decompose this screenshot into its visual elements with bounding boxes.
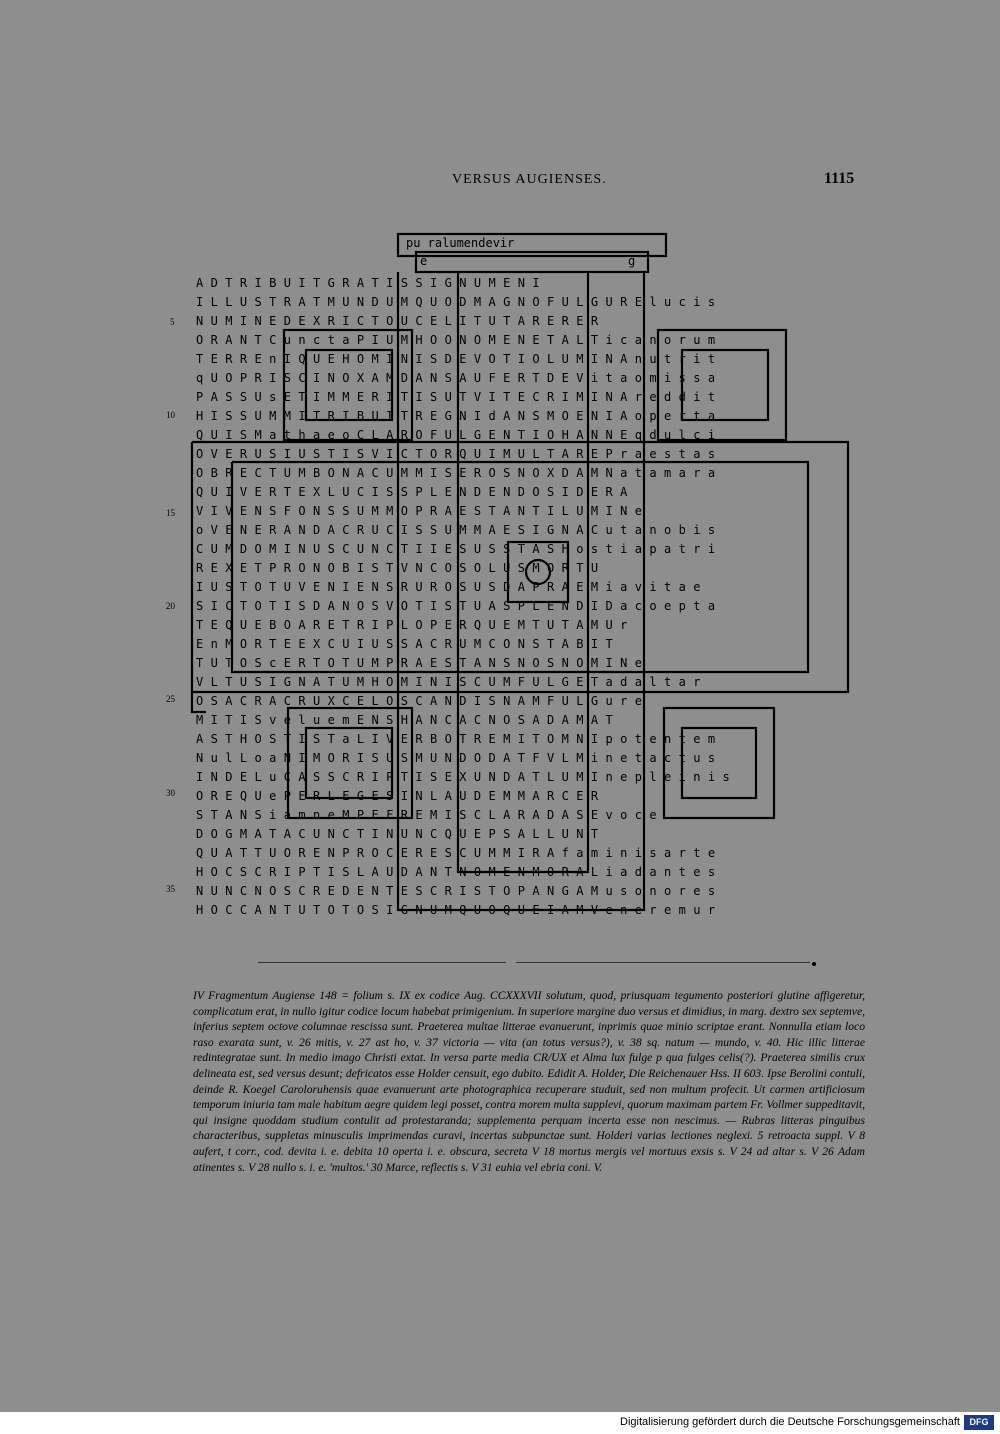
line-number: 20 (166, 601, 175, 611)
grid-row: VIVENSFONSSUMMOPRAESTANTILUMINe (196, 504, 650, 518)
line-number: 10 (166, 410, 175, 420)
line-number: 30 (166, 788, 175, 798)
grid-row: NUMINEDEXRICTOUCELITUTARERER (196, 314, 606, 328)
grid-row: ASTHOSTISTaLIVERBOTREMITOMNIpotentem (196, 732, 723, 746)
dfg-logo: DFG (964, 1415, 994, 1430)
grid-row: QUISMathaeoCLAROFULGENTIOHANNEqdulci (196, 428, 723, 442)
footer-bar (0, 1412, 1000, 1434)
line-number: 5 (170, 317, 175, 327)
grid-row: QUATTUORENPROCERESCUMMIRAfaminisarte (196, 846, 723, 860)
grid-row: TUTOScERTOTUMPRAESTANSNOSNOMINe (196, 656, 650, 670)
grid-row: OREQUePERLEGESINLAUDEMMARCER (196, 789, 606, 803)
grid-row: HISSUMMITRIBUITREGNIdANSMOENIAoperta (196, 409, 723, 423)
page-number: 1115 (824, 170, 855, 187)
grid-row: STANSiamneMPEFREMISCLARADASEvoce (196, 808, 664, 822)
grid-row: NulLoaNIMORISUSMUNDODATFVLMinetactus (196, 751, 723, 765)
grid-row: INDELuCASSCRIPTISEXUNDATLUMInepleinis (196, 770, 738, 784)
grid-g: g (628, 254, 636, 268)
running-title: VERSUS AUGIENSES. (452, 172, 607, 187)
grid-row: ADTRIBUITGRATISSIGNUMENI (196, 276, 547, 290)
footnote-rule-left (258, 962, 506, 963)
grid-row: VLTUSIGNATUMHOMINISCUMFULGETadaltar (196, 675, 708, 689)
grid-row: oVENERANDACRUCISSUMMAESIGNACutanobis (196, 523, 723, 537)
grid-row: IUSTOTUVENIENSRUROSUSDAPRAEMiavitae (196, 580, 708, 594)
line-number: 15 (166, 508, 175, 518)
grid-row: EnMORTEEXCUIUSSACRUMCONSTABIT (196, 637, 621, 651)
apparatus-notes (193, 988, 865, 1175)
grid-row: ILLUSTRATMUNDUMQUODMAGNOFULGURElucis (196, 295, 723, 309)
grid-row: TERREnIQUEHOMINISDEVOTIOLUMINAnutrit (196, 352, 723, 366)
grid-row: OSACRACRUXCELOSCANDISNAMFULGure (196, 694, 650, 708)
grid-row: CUMDOMINUSCUNCTIIESUSSTASHostiapatri (196, 542, 723, 556)
grid-row: PASSUsETIMMERITISUTVITECRIMINAreddit (196, 390, 723, 404)
grid-row: QUIVERTEXLUCISSPLENDENDOSIDERA (196, 485, 635, 499)
grid-row: OVERUSIUSTISVICTORQUIMULTAREPraestas (196, 447, 723, 461)
grid-row: DOGMATACUNCTINUNCQUEPSALLUNT (196, 827, 606, 841)
line-number: 35 (166, 884, 175, 894)
grid-row: NUNCNOSCREDENTESCRISTOPANGAMusonores (196, 884, 723, 898)
grid-row: MITISveluemENSHANCACNOSADAMAT (196, 713, 621, 727)
grid-row: HOCCANTUTOTOSIGNUMQUOQUEIAMVeneremur (196, 903, 723, 917)
grid-row: TEQUEBOARETRIPLOPERQUEMTUTAMUr (196, 618, 635, 632)
grid-top-line: pu ralumendevir (406, 236, 515, 250)
grid-row: OBRECTUMBONACUMMISEROSNOXDAMNatamara (196, 466, 723, 480)
grid-e: e (420, 254, 428, 268)
footnote-rule-right (516, 962, 810, 963)
line-number: 25 (166, 694, 175, 704)
grid-row: HOCSCRIPTISLAUDANTNOMENMORALiadantes (196, 865, 723, 879)
grid-row: REXETPRONOBISTVNCOSOLUSMORTU (196, 561, 606, 575)
grid-row: SICTOTISDANOSVOTISTUASPLENDIDacoepta (196, 599, 723, 613)
footnote-dot (812, 962, 816, 966)
grid-row: ORANTCunctaPIUMHOONOMENETALTicanorum (196, 333, 723, 347)
notes-paragraph: IV Fragmentum Augiense 148 = folium s. IX ex codice Aug. CCXXXVII solutum, quod, priusquam tegumento posteriori glutine affigeretur, complicatum erat, in nullo igitur codice locum habebat primigenium. In superiore margine duo versus et dimidius, in marg. dextro sex septemve, inferius septem octove columnae rescissa sunt. Praeterea multae litterae evanuerunt, inprimis quae minio scriptae erant. Nonnulla etiam loco raso exarata sunt, v. 26 mitis, v. 27 ast ho, v. 37 victoria — vita (an totus versus?), v. 38 sq. natum — mundo, v. 40. Hic illic litterae redintegratae sunt. In medio imago Christi extat. In versa parte media CR/UX et Alma lux fulge p qua fulges celis(?). Praeterea similis crux delineata est, sed versus desunt; defricatos esse Holder censuit, ego dubito. Edidit A. Holder, Die Reichenauer Hss. II 603. Ipse Berolini contuli, deinde R. Koegel Caroloruhensis quae evanuerunt arte photographica recuperare studuit, sed non multum profecit. Ut carmen artificiosum temporum iniuria tam male habitum aegre quidem legi posset, contra morem multa supplevi, quorum maximam partem Fr. Vollmer suppeditavit, qui insigne quoddam studium contulit ad protestaranda; supplementa perquam incerta esse non nescimus. — Rubras litteras pinguibus characteribus, suppletas minusculis imprimendas curavi, incertas subpunctae sunt. Holderi varias lectiones neglexi. 5 retroacta suppl. V 8 aufert, t corr., cod. devita i. e. debita 10 operta i. e. obscura, secreta V 18 mortus mergis vel mortuus exsis s. V 24 ad altar s. V 26 Adam atinentes s. V 28 nullo s. i. e. 'multos.' 30 Marce, reflectis s. V 31 euhia vel ebria coni. V. (193, 989, 865, 1174)
carmen-figuratum-grid (188, 232, 878, 922)
grid-row: qUOPRISCINOXAMDANSAUFERTDEVitaomissa (196, 371, 723, 385)
footer-text: Digitalisierung gefördert durch die Deutsche Forschungsgemeinschaft (620, 1416, 960, 1428)
